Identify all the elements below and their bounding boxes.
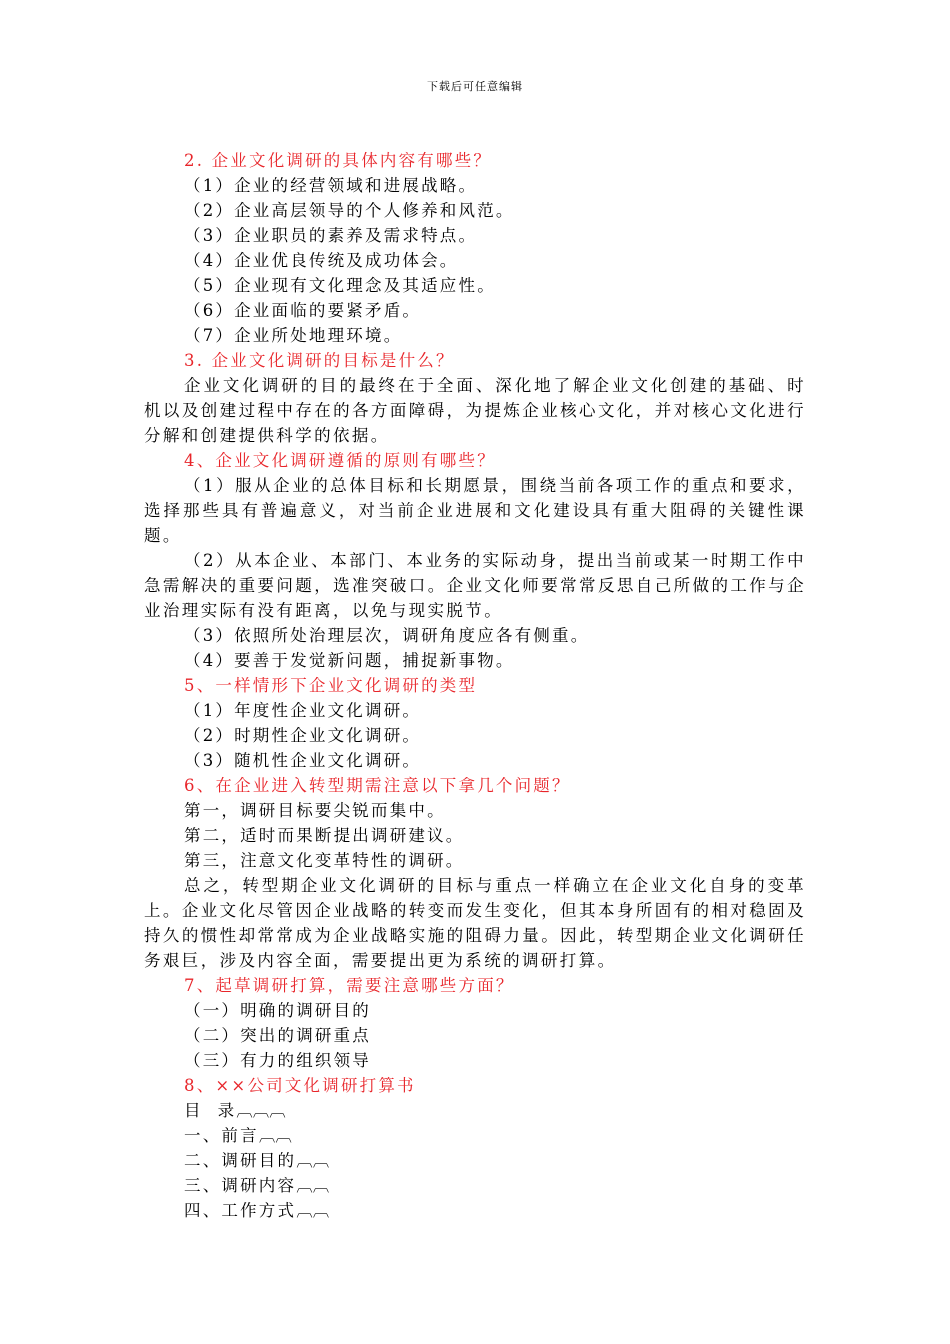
toc-entry (144, 1098, 806, 1123)
toc-leader: ︹︹︹ (236, 1101, 286, 1120)
toc-leader: ︹︹ (296, 1176, 330, 1195)
list-item: 第一，调研目标要尖锐而集中。 (184, 801, 446, 820)
list-item: （1）年度性企业文化调研。 (184, 701, 422, 720)
section-6-paragraph: 总之，转型期企业文化调研的目标与重点一样确立在企业文化自身的变革上。企业文化尽管因企业战略的转变而发生变化，但其本身所固有的相对稳固及持久的惯性却常常成为企业战略实施的阻碍力量。因此，转型期企业文化调研任务艰巨，涉及内容全面，需要提出更为系统的调研打算。 (144, 876, 806, 970)
list-item: （三）有力的组织领导 (184, 1051, 371, 1070)
list-item: （二）突出的调研重点 (184, 1026, 371, 1045)
toc-leader: ︹︹ (296, 1201, 330, 1220)
toc-label: 一、前言 (184, 1126, 259, 1145)
list-item: （3）企业职员的素养及需求特点。 (184, 226, 478, 245)
list-item: 第三，注意文化变革特性的调研。 (184, 851, 465, 870)
list-item: （3）依照所处治理层次，调研角度应各有侧重。 (184, 626, 590, 645)
list-item: （5）企业现有文化理念及其适应性。 (184, 276, 496, 295)
section-4-paragraph-2: （2）从本企业、本部门、本业务的实际动身，提出当前或某一时期工作中急需解决的重要问题，选准突破口。企业文化师要常常反思自己所做的工作与企业治理实际有没有距离，以免与现实脱节。 (144, 551, 806, 620)
section-4-heading: 4、企业文化调研遵循的原则有哪些？ (184, 451, 496, 470)
toc-label: 目 录 (184, 1101, 237, 1120)
list-item: （3）随机性企业文化调研。 (184, 751, 422, 770)
toc-entry (144, 1123, 806, 1148)
toc-label: 三、调研内容 (184, 1176, 297, 1195)
toc-entry (144, 1148, 806, 1173)
toc-entry (144, 1198, 806, 1223)
toc-label: 二、调研目的 (184, 1151, 297, 1170)
toc-entry (144, 1173, 806, 1198)
document-body (144, 148, 806, 1223)
toc-label: 四、工作方式 (184, 1201, 297, 1220)
section-8-heading: 8、××公司文化调研打算书 (184, 1076, 416, 1095)
list-item: （6）企业面临的要紧矛盾。 (184, 301, 422, 320)
list-item: （4）要善于发觉新问题，捕捉新事物。 (184, 651, 515, 670)
list-item: 第二，适时而果断提出调研建议。 (184, 826, 465, 845)
page-header: 下载后可任意编辑 (427, 80, 523, 93)
section-5-heading: 5、一样情形下企业文化调研的类型 (184, 676, 478, 695)
list-item: （2）时期性企业文化调研。 (184, 726, 422, 745)
list-item: （4）企业优良传统及成功体会。 (184, 251, 459, 270)
section-6-heading: 6、在企业进入转型期需注意以下拿几个问题？ (184, 776, 571, 795)
list-item: （一）明确的调研目的 (184, 1001, 371, 1020)
toc-leader: ︹︹ (258, 1126, 292, 1145)
toc-leader: ︹︹ (296, 1151, 330, 1170)
list-item: （7）企业所处地理环境。 (184, 326, 403, 345)
section-3-heading: 3. 企业文化调研的目标是什么？ (184, 351, 455, 370)
section-3-paragraph: 企业文化调研的目的最终在于全面、深化地了解企业文化创建的基础、时机以及创建过程中存在的各方面障碍，为提炼企业核心文化，并对核心文化进行分解和创建提供科学的依据。 (144, 376, 806, 445)
list-item: （1）企业的经营领域和进展战略。 (184, 176, 478, 195)
section-4-paragraph-1: （1）服从企业的总体目标和长期愿景，围绕当前各项工作的重点和要求，选择那些具有普遍意义，对当前企业进展和文化建设具有重大阻碍的关键性课题。 (144, 476, 806, 545)
list-item: （2）企业高层领导的个人修养和风范。 (184, 201, 515, 220)
section-2-heading: 2. 企业文化调研的具体内容有哪些？ (184, 151, 493, 170)
section-7-heading: 7、起草调研打算，需要注意哪些方面？ (184, 976, 515, 995)
